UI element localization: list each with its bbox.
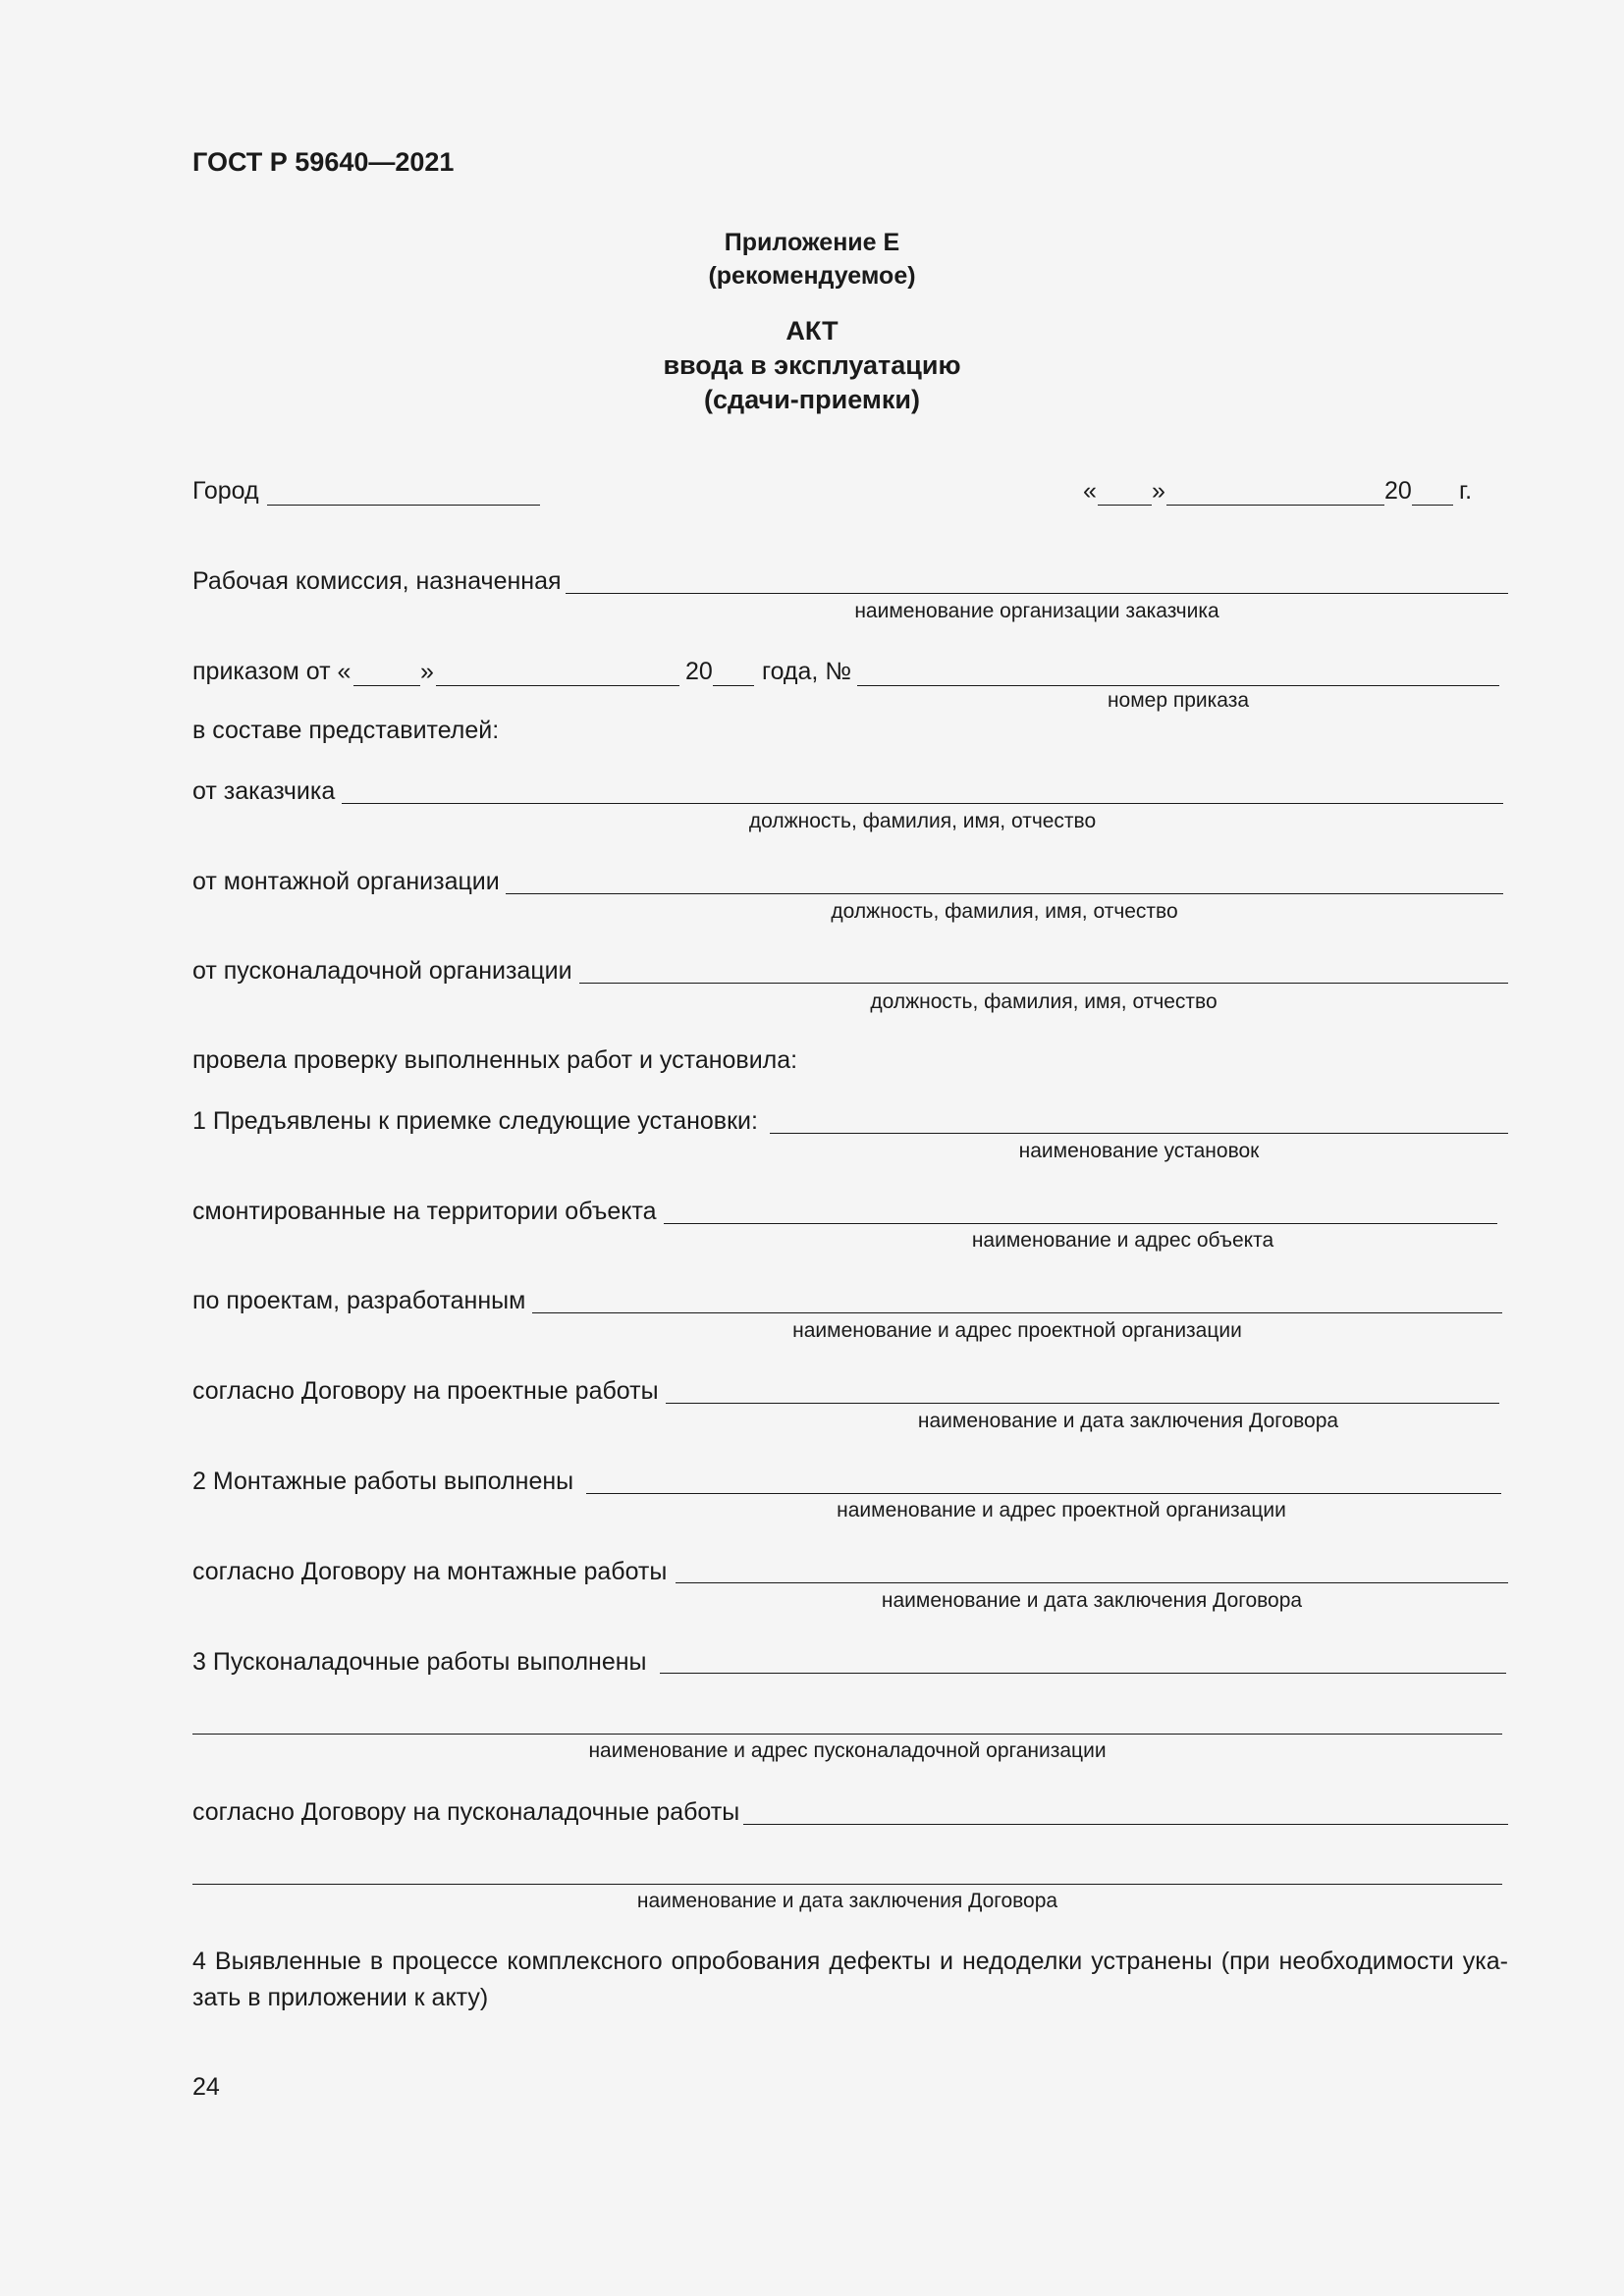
city-field[interactable] — [267, 505, 540, 506]
order-month-field[interactable] — [436, 685, 679, 686]
order-day-field[interactable] — [353, 685, 420, 686]
order-year-number-label: года, № — [762, 658, 852, 685]
design-contract-label: согласно Договору на проектные работы — [192, 1377, 659, 1405]
installer-label: от монтажной организации — [192, 868, 500, 895]
installer-caption: должность, фамилия, имя, отчество — [831, 900, 1178, 923]
item2-field[interactable] — [586, 1493, 1501, 1494]
standard-number: ГОСТ Р 59640—2021 — [192, 147, 455, 177]
order-year-field[interactable] — [713, 685, 754, 686]
installer-field[interactable] — [506, 893, 1503, 894]
item1-label: 1 Предъявлены к приемке следующие установки: — [192, 1107, 758, 1135]
item1-field[interactable] — [770, 1133, 1508, 1134]
item3-caption: наименование и адрес пусконаладочной организации — [588, 1739, 1107, 1762]
commission-caption: наименование организации заказчика — [854, 600, 1219, 622]
mounted-field[interactable] — [664, 1223, 1497, 1224]
date-year-suffix: г. — [1459, 477, 1473, 505]
checked-label: провела проверку выполненных работ и установила: — [192, 1046, 798, 1074]
page-number: 24 — [192, 2073, 220, 2101]
date-year-prefix: 20 — [1384, 477, 1412, 505]
appendix-title: Приложение Е — [724, 229, 900, 256]
item3-field[interactable] — [660, 1673, 1506, 1674]
commissioning-org-caption: должность, фамилия, имя, отчество — [870, 990, 1218, 1013]
date-month-field[interactable] — [1166, 505, 1384, 506]
item3-field-continuation[interactable] — [192, 1734, 1502, 1735]
customer-label: от заказчика — [192, 777, 336, 805]
act-title — [0, 314, 1624, 417]
order-prefix: приказом от « — [192, 658, 352, 685]
commission-label: Рабочая комиссия, назначенная — [192, 567, 562, 595]
act-title-line-2: ввода в эксплуатацию — [663, 350, 961, 380]
item4-paragraph: 4 Выявленные в процессе комплексного опробования дефекты и недоделки устранены (при необходимости ука-зать в приложении к акту) — [192, 1948, 1508, 2011]
design-contract-field[interactable] — [666, 1403, 1499, 1404]
appendix-heading — [0, 226, 1624, 293]
date-close-quote: » — [1152, 477, 1165, 505]
commissioning-org-label: от пусконаладочной организации — [192, 957, 572, 985]
comm-contract-label: согласно Договору на пусконаладочные работы — [192, 1798, 740, 1826]
date-day-field[interactable] — [1098, 505, 1152, 506]
customer-caption: должность, фамилия, имя, отчество — [748, 810, 1097, 832]
order-year-prefix: 20 — [685, 658, 713, 685]
comm-contract-caption: наименование и дата заключения Договора — [636, 1890, 1058, 1912]
item2-label: 2 Монтажные работы выполнены — [192, 1468, 574, 1495]
item3-label: 3 Пусконаладочные работы выполнены — [192, 1648, 647, 1676]
order-number-field[interactable] — [857, 685, 1499, 686]
projects-label: по проектам, разработанным — [192, 1287, 526, 1314]
date-year-field[interactable] — [1412, 505, 1453, 506]
customer-field[interactable] — [342, 803, 1503, 804]
order-number-caption: номер приказа — [1107, 689, 1250, 712]
act-title-line-3: (сдачи-приемки) — [704, 385, 920, 414]
projects-field[interactable] — [532, 1312, 1502, 1313]
city-label: Город — [192, 477, 259, 505]
comm-contract-field-continuation[interactable] — [192, 1884, 1502, 1885]
date-open-quote: « — [1083, 477, 1097, 505]
install-contract-label: согласно Договору на монтажные работы — [192, 1558, 668, 1585]
commissioning-org-field[interactable] — [579, 983, 1508, 984]
design-contract-caption: наименование и дата заключения Договора — [917, 1410, 1339, 1432]
item2-caption: наименование и адрес проектной организации — [837, 1499, 1286, 1522]
order-close-quote: » — [420, 658, 434, 685]
appendix-status: (рекомендуемое) — [708, 262, 916, 290]
comm-contract-field[interactable] — [743, 1824, 1508, 1825]
projects-caption: наименование и адрес проектной организации — [792, 1319, 1242, 1342]
representatives-label: в составе представителей: — [192, 717, 500, 744]
mounted-caption: наименование и адрес объекта — [971, 1229, 1274, 1252]
install-contract-caption: наименование и дата заключения Договора — [881, 1589, 1303, 1612]
act-title-line-1: АКТ — [785, 316, 839, 346]
item1-caption: наименование установок — [1018, 1140, 1260, 1162]
mounted-label: смонтированные на территории объекта — [192, 1198, 657, 1225]
commission-field[interactable] — [566, 593, 1508, 594]
install-contract-field[interactable] — [676, 1582, 1508, 1583]
